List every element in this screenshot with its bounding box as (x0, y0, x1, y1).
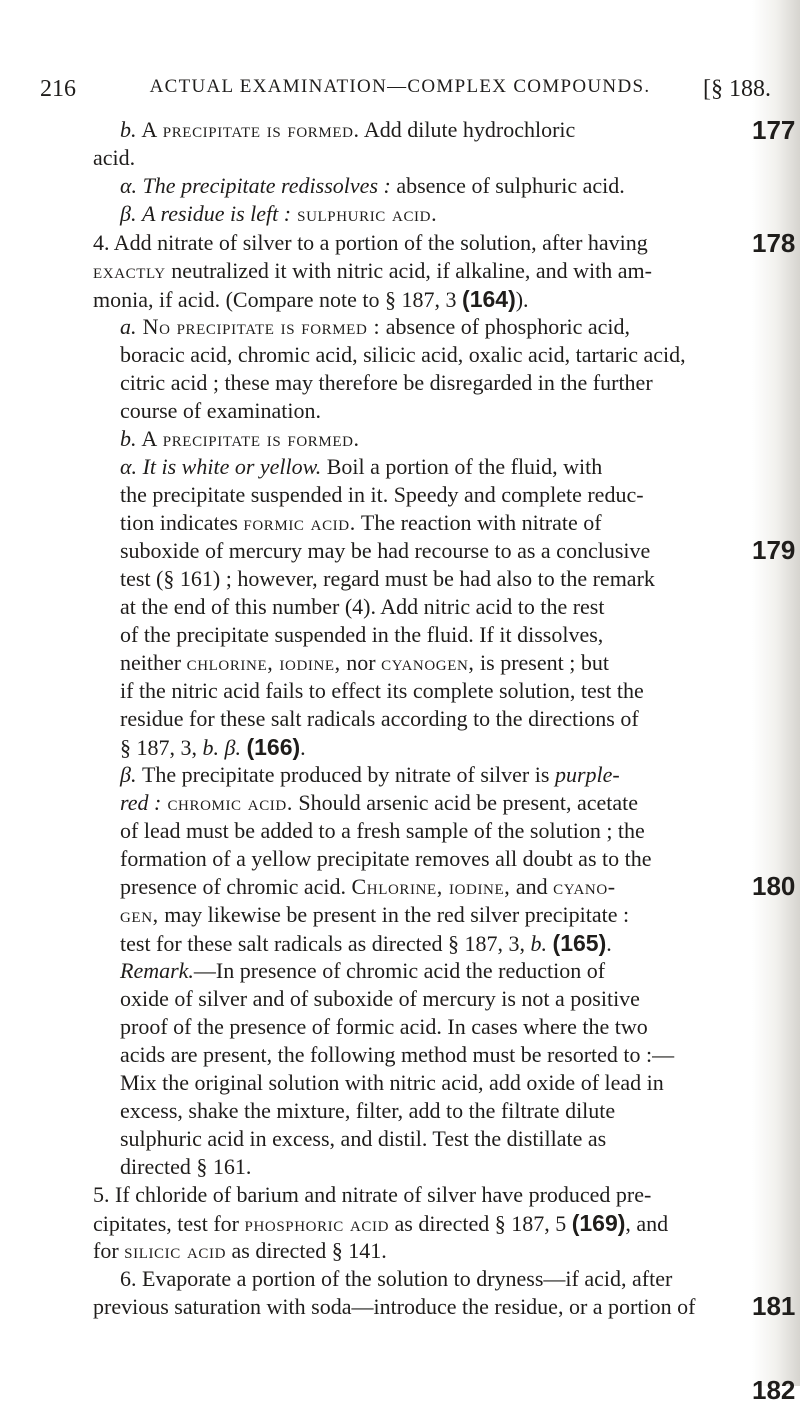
text-line: residue for these salt radicals according to the directions of (120, 706, 639, 731)
text-line: β. A residue is left : sulphuric acid. (120, 201, 438, 226)
text-line: formation of a yellow precipitate removes all doubt as to the (120, 846, 652, 871)
text-line: test for these salt radicals as directed § 187, 3, b. (165). (120, 930, 612, 956)
text-line: previous saturation with soda—introduce the residue, or a portion of (93, 1294, 696, 1319)
text-line: monia, if acid. (Compare note to § 187, 3 (164)). (93, 286, 529, 312)
text-line: § 187, 3, b. β. (166). (120, 734, 306, 760)
text-line: acids are present, the following method must be resorted to :— (120, 1042, 675, 1067)
running-header (0, 76, 800, 106)
text-line: tion indicates formic acid. The reaction with nitrate of (120, 510, 602, 535)
margin-number-182: 182 (752, 1375, 796, 1405)
text-line: oxide of silver and of suboxide of mercury is not a positive (120, 986, 640, 1011)
margin-number-178: 178 (752, 228, 796, 258)
text-line: course of examination. (120, 398, 321, 423)
text-line: gen, may likewise be present in the red silver precipitate : (120, 902, 630, 927)
text-line: neither chlorine, iodine, nor cyanogen, is present ; but (120, 650, 609, 675)
text-line: cipitates, test for phosphoric acid as directed § 187, 5 (169), and (93, 1210, 669, 1236)
text-line: acid. (93, 145, 136, 170)
text-line: directed § 161. (120, 1154, 252, 1179)
text-line: at the end of this number (4). Add nitric acid to the rest (120, 594, 605, 619)
text-line: suboxide of mercury may be had recourse to as a conclusive (120, 538, 651, 563)
text-line: α. It is white or yellow. Boil a portion of the fluid, with (120, 454, 603, 479)
text-line: the precipitate suspended in it. Speedy and complete reduc- (120, 482, 644, 507)
text-line: presence of chromic acid. Chlorine, iodine, and cyano- (120, 874, 616, 899)
text-line: b. A precipitate is formed. Add dilute hydrochloric (120, 117, 576, 142)
text-line: boracic acid, chromic acid, silicic acid, oxalic acid, tartaric acid, (120, 342, 686, 367)
text-line: 6. Evaporate a portion of the solution to dryness—if acid, after (120, 1266, 673, 1291)
margin-number-180: 180 (752, 871, 796, 901)
text-line: b. A precipitate is formed. (120, 426, 360, 451)
text-line: if the nitric acid fails to effect its complete solution, test the (120, 678, 644, 703)
text-line: proof of the presence of formic acid. In cases where the two (120, 1014, 648, 1039)
text-line: 4. Add nitrate of silver to a portion of the solution, after having (93, 230, 648, 255)
section-reference: [§ 188. (703, 76, 771, 102)
text-line: red : chromic acid. Should arsenic acid be present, acetate (120, 790, 639, 815)
text-line: α. The precipitate redissolves : absence of sulphuric acid. (120, 173, 625, 198)
text-line: a. No precipitate is formed : absence of phosphoric acid, (120, 314, 631, 339)
text-line: 5. If chloride of barium and nitrate of silver have produced pre- (93, 1182, 652, 1207)
text-line: test (§ 161) ; however, regard must be had also to the remark (120, 566, 655, 591)
text-line: sulphuric acid in excess, and distil. Test the distillate as (120, 1126, 607, 1151)
page-number: 216 (40, 76, 76, 102)
text-line: Mix the original solution with nitric acid, add oxide of lead in (120, 1070, 664, 1095)
text-line: for silicic acid as directed § 141. (93, 1238, 387, 1263)
text-line: β. The precipitate produced by nitrate of silver is purple- (120, 762, 620, 787)
text-line: exactly neutralized it with nitric acid, if alkaline, and with am- (93, 258, 652, 283)
margin-number-177: 177 (752, 115, 796, 145)
margin-number-181: 181 (752, 1291, 796, 1321)
text-line: citric acid ; these may therefore be disregarded in the further (120, 370, 653, 395)
text-line: of the precipitate suspended in the fluid. If it dissolves, (120, 622, 604, 647)
text-line: excess, shake the mixture, filter, add to the filtrate dilute (120, 1098, 616, 1123)
text-line: Remark.—In presence of chromic acid the reduction of (120, 958, 606, 983)
margin-number-179: 179 (752, 535, 796, 565)
text-line: of lead must be added to a fresh sample of the solution ; the (120, 818, 645, 843)
running-title: ACTUAL EXAMINATION—COMPLEX COMPOUNDS. (149, 76, 651, 97)
